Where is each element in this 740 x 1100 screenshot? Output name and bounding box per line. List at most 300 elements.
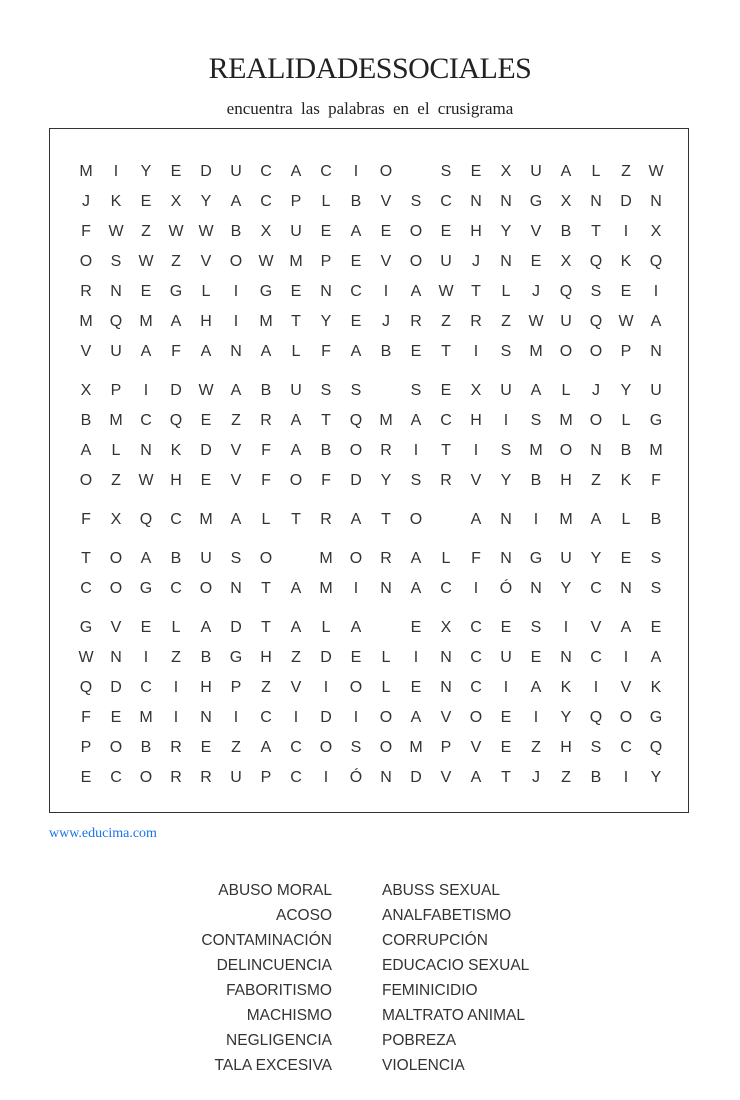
grid-cell: O — [619, 709, 633, 726]
grid-cell: M — [379, 412, 393, 429]
grid-cell: A — [590, 511, 602, 528]
grid-cell: D — [110, 679, 122, 696]
grid-cell: O — [589, 412, 603, 429]
grid-cell: E — [350, 649, 362, 666]
grid-cell: C — [440, 193, 452, 210]
grid-cell: U — [530, 163, 542, 180]
grid-cell: R — [200, 769, 212, 786]
grid-cell: C — [590, 649, 602, 666]
grid-cell: A — [410, 283, 422, 300]
grid-cell: A — [470, 511, 482, 528]
grid-cell: A — [410, 709, 422, 726]
grid-cell: O — [469, 709, 483, 726]
grid-cell: B — [620, 442, 632, 459]
grid-row — [50, 337, 690, 367]
grid-cell: Q — [139, 511, 153, 528]
grid-cell: F — [321, 472, 331, 489]
grid-cell: V — [230, 472, 242, 489]
word-list-item: ANALFABETISMO — [382, 907, 512, 924]
grid-cell: P — [80, 739, 92, 756]
grid-cell: Q — [589, 709, 603, 726]
grid-cell: E — [410, 679, 422, 696]
grid-cell: O — [259, 550, 273, 567]
grid-cell: A — [410, 580, 422, 597]
grid-cell: A — [200, 343, 212, 360]
word-list-item: FABORITISMO — [226, 982, 332, 999]
grid-cell: O — [229, 253, 243, 270]
grid-cell: C — [140, 412, 152, 429]
grid-cell: H — [470, 412, 482, 429]
grid-cell: I — [653, 283, 659, 300]
grid-cell: A — [410, 412, 422, 429]
grid-cell: Z — [231, 412, 241, 429]
grid-cell: Y — [500, 223, 512, 240]
grid-cell: J — [532, 283, 540, 300]
grid-cell: L — [621, 412, 631, 429]
grid-cell: J — [382, 313, 390, 330]
grid-cell: L — [381, 649, 391, 666]
grid-cell: O — [139, 769, 153, 786]
grid-cell: L — [591, 163, 601, 180]
grid-cell: U — [290, 382, 302, 399]
grid-row — [50, 544, 690, 574]
grid-cell: T — [261, 619, 271, 636]
grid-cell: X — [560, 253, 572, 270]
grid-cell: X — [500, 163, 512, 180]
word-list-item: VIOLENCIA — [382, 1057, 465, 1074]
grid-cell: D — [320, 649, 332, 666]
grid-cell: S — [530, 412, 542, 429]
grid-cell: U — [230, 769, 242, 786]
word-list-item: ACOSO — [276, 907, 332, 924]
grid-row — [50, 466, 690, 496]
grid-cell: O — [109, 550, 123, 567]
grid-cell: P — [290, 193, 302, 210]
grid-cell: S — [350, 739, 362, 756]
grid-cell: E — [80, 769, 92, 786]
grid-cell: E — [530, 649, 542, 666]
grid-cell: R — [380, 550, 392, 567]
grid-cell: G — [169, 283, 183, 300]
grid-cell: N — [230, 580, 242, 597]
grid-cell: L — [261, 511, 271, 528]
grid-cell: S — [110, 253, 122, 270]
grid-cell: R — [320, 511, 332, 528]
grid-cell: V — [80, 343, 92, 360]
grid-cell: E — [200, 412, 212, 429]
grid-cell: U — [230, 163, 242, 180]
grid-cell: B — [530, 472, 542, 489]
grid-cell: Z — [111, 472, 121, 489]
grid-row — [50, 277, 690, 307]
grid-cell: E — [410, 619, 422, 636]
grid-cell: G — [259, 283, 273, 300]
grid-cell: G — [229, 649, 243, 666]
grid-cell: P — [440, 739, 452, 756]
grid-cell: I — [563, 619, 569, 636]
grid-cell: C — [350, 283, 362, 300]
grid-cell: F — [471, 550, 481, 567]
grid-cell: Q — [649, 739, 663, 756]
grid-cell: F — [321, 343, 331, 360]
grid-cell: C — [590, 580, 602, 597]
grid-cell: V — [380, 253, 392, 270]
grid-cell: G — [139, 580, 153, 597]
grid-cell: B — [230, 223, 242, 240]
grid-cell: C — [290, 739, 302, 756]
grid-cell: U — [110, 343, 122, 360]
grid-cell: A — [230, 511, 242, 528]
grid-cell: K — [620, 472, 632, 489]
grid-cell: C — [470, 649, 482, 666]
grid-cell: Z — [591, 472, 601, 489]
grid-cell: R — [170, 769, 182, 786]
grid-cell: A — [170, 313, 182, 330]
grid-cell: M — [199, 511, 213, 528]
grid-cell: D — [170, 382, 182, 399]
grid-row — [50, 505, 690, 535]
grid-cell: S — [650, 550, 662, 567]
grid-cell: I — [473, 343, 479, 360]
grid-cell: J — [592, 382, 600, 399]
grid-cell: U — [290, 223, 302, 240]
grid-cell: A — [350, 223, 362, 240]
grid-cell: I — [623, 649, 629, 666]
grid-cell: E — [470, 163, 482, 180]
grid-cell: M — [319, 550, 333, 567]
grid-cell: Ó — [499, 580, 513, 597]
grid-cell: C — [170, 580, 182, 597]
grid-cell: M — [559, 412, 573, 429]
word-list-item: ABUSS SEXUAL — [382, 882, 501, 899]
grid-cell: B — [140, 739, 152, 756]
grid-cell: X — [650, 223, 662, 240]
grid-cell: H — [560, 739, 572, 756]
grid-cell: I — [143, 382, 149, 399]
grid-cell: V — [440, 709, 452, 726]
grid-cell: Y — [560, 580, 572, 597]
grid-cell: S — [410, 382, 422, 399]
grid-cell: E — [440, 223, 452, 240]
grid-cell: N — [650, 193, 662, 210]
grid-cell: S — [500, 442, 512, 459]
grid-cell: K — [620, 253, 632, 270]
grid-cell: V — [470, 739, 482, 756]
grid-cell: D — [200, 163, 212, 180]
grid-cell: X — [170, 193, 182, 210]
grid-cell: A — [290, 442, 302, 459]
grid-cell: I — [503, 412, 509, 429]
grid-cell: N — [320, 283, 332, 300]
grid-cell: I — [353, 709, 359, 726]
grid-cell: E — [620, 550, 632, 567]
grid-cell: Q — [169, 412, 183, 429]
grid-cell: L — [321, 619, 331, 636]
grid-cell: S — [590, 739, 602, 756]
grid-cell: T — [591, 223, 601, 240]
grid-cell: M — [559, 511, 573, 528]
grid-cell: Q — [559, 283, 573, 300]
grid-cell: V — [620, 679, 632, 696]
grid-cell — [371, 376, 401, 406]
grid-cell: A — [260, 343, 272, 360]
grid-cell: A — [620, 619, 632, 636]
word-list-item: MACHISMO — [246, 1007, 332, 1024]
grid-cell: F — [171, 343, 181, 360]
word-list-item: DELINCUENCIA — [216, 957, 332, 974]
grid-cell: H — [560, 472, 572, 489]
grid-cell: O — [379, 739, 393, 756]
grid-cell: B — [590, 769, 602, 786]
grid-cell: N — [560, 649, 572, 666]
grid-cell: D — [350, 472, 362, 489]
grid-cell: N — [500, 193, 512, 210]
grid-cell: Z — [531, 739, 541, 756]
grid-cell: Z — [171, 253, 181, 270]
grid-cell: I — [383, 283, 389, 300]
grid-cell: B — [650, 511, 662, 528]
grid-cell: T — [471, 283, 481, 300]
grid-cell: C — [470, 679, 482, 696]
grid-cell: V — [110, 619, 122, 636]
grid-cell: E — [350, 313, 362, 330]
grid-cell: P — [230, 679, 242, 696]
grid-cell: P — [110, 382, 122, 399]
grid-row — [50, 643, 690, 673]
grid-cell: Y — [320, 313, 332, 330]
grid-cell: C — [260, 709, 272, 726]
grid-cell: W — [528, 313, 544, 330]
grid-cell: I — [173, 709, 179, 726]
grid-cell: E — [380, 223, 392, 240]
grid-cell: S — [590, 283, 602, 300]
grid-cell: F — [81, 709, 91, 726]
grid-cell: L — [171, 619, 181, 636]
grid-cell: Y — [620, 382, 632, 399]
grid-cell: D — [620, 193, 632, 210]
grid-cell: I — [413, 649, 419, 666]
grid-cell: E — [170, 163, 182, 180]
grid-cell: I — [353, 163, 359, 180]
word-search-grid — [49, 128, 689, 813]
grid-cell: X — [110, 511, 122, 528]
grid-cell: S — [410, 472, 422, 489]
grid-cell: M — [259, 313, 273, 330]
grid-cell: E — [440, 382, 452, 399]
grid-cell — [371, 613, 401, 643]
grid-cell: N — [530, 580, 542, 597]
grid-cell: H — [200, 679, 212, 696]
grid-cell: B — [200, 649, 212, 666]
grid-cell: N — [440, 649, 452, 666]
grid-cell: A — [470, 769, 482, 786]
grid-cell: N — [380, 580, 392, 597]
grid-cell: G — [529, 193, 543, 210]
grid-cell: M — [139, 709, 153, 726]
grid-cell: I — [503, 679, 509, 696]
grid-cell: I — [593, 679, 599, 696]
grid-cell: K — [170, 442, 182, 459]
grid-cell: A — [290, 412, 302, 429]
grid-cell: K — [560, 679, 572, 696]
grid-cell: I — [533, 709, 539, 726]
grid-cell: O — [559, 343, 573, 360]
word-list-item: MALTRATO ANIMAL — [382, 1007, 525, 1024]
grid-cell: O — [319, 739, 333, 756]
word-list-item: FEMINICIDIO — [382, 982, 478, 999]
grid-cell: T — [321, 412, 331, 429]
grid-cell: F — [651, 472, 661, 489]
grid-cell: E — [410, 343, 422, 360]
grid-cell: K — [110, 193, 122, 210]
word-list-item: ABUSO MORAL — [218, 882, 332, 899]
grid-cell: S — [650, 580, 662, 597]
grid-cell: W — [648, 163, 664, 180]
grid-cell: I — [533, 511, 539, 528]
grid-cell: A — [140, 343, 152, 360]
grid-cell: L — [321, 193, 331, 210]
grid-cell: B — [560, 223, 572, 240]
grid-cell: A — [410, 550, 422, 567]
grid-cell: Y — [560, 709, 572, 726]
grid-cell: E — [320, 223, 332, 240]
grid-cell: L — [621, 511, 631, 528]
grid-cell: T — [81, 550, 91, 567]
grid-cell: M — [319, 580, 333, 597]
grid-cell: C — [440, 580, 452, 597]
grid-cell: R — [470, 313, 482, 330]
grid-cell: H — [200, 313, 212, 330]
grid-cell: W — [138, 253, 154, 270]
grid-cell: E — [620, 283, 632, 300]
grid-row — [50, 763, 690, 793]
grid-cell: G — [649, 709, 663, 726]
grid-cell: M — [529, 343, 543, 360]
grid-cell: T — [381, 511, 391, 528]
grid-cell: N — [140, 442, 152, 459]
grid-cell: W — [198, 223, 214, 240]
word-list-left-column — [150, 878, 332, 1078]
grid-row — [50, 217, 690, 247]
grid-cell: E — [140, 283, 152, 300]
grid-cell: N — [380, 769, 392, 786]
grid-cell: T — [441, 442, 451, 459]
grid-cell: C — [260, 193, 272, 210]
grid-cell: I — [473, 580, 479, 597]
grid-cell: A — [290, 619, 302, 636]
grid-cell: X — [440, 619, 452, 636]
grid-cell: Z — [141, 223, 151, 240]
grid-cell: I — [353, 580, 359, 597]
grid-cell: Q — [589, 253, 603, 270]
grid-cell: P — [620, 343, 632, 360]
grid-cell: N — [110, 283, 122, 300]
grid-row — [50, 376, 690, 406]
grid-cell: C — [440, 412, 452, 429]
grid-cell: F — [261, 442, 271, 459]
grid-cell: F — [81, 223, 91, 240]
grid-cell: A — [80, 442, 92, 459]
grid-cell: Z — [231, 739, 241, 756]
grid-cell: B — [80, 412, 92, 429]
grid-cell: N — [500, 253, 512, 270]
grid-cell: O — [289, 472, 303, 489]
grid-cell: Y — [200, 193, 212, 210]
grid-cell: L — [381, 679, 391, 696]
grid-cell: I — [623, 769, 629, 786]
grid-cell: V — [590, 619, 602, 636]
grid-cell: B — [350, 193, 362, 210]
grid-cell: A — [290, 580, 302, 597]
grid-cell: N — [110, 649, 122, 666]
grid-cell: I — [293, 709, 299, 726]
grid-cell: L — [291, 343, 301, 360]
grid-cell: R — [410, 313, 422, 330]
grid-cell: L — [201, 283, 211, 300]
grid-cell: E — [290, 283, 302, 300]
grid-cell: H — [170, 472, 182, 489]
grid-cell: I — [623, 223, 629, 240]
grid-cell: F — [81, 511, 91, 528]
grid-cell: E — [350, 253, 362, 270]
grid-cell: C — [110, 769, 122, 786]
grid-cell: E — [650, 619, 662, 636]
grid-cell: O — [589, 343, 603, 360]
grid-cell: O — [349, 442, 363, 459]
grid-cell: O — [349, 679, 363, 696]
grid-row — [50, 436, 690, 466]
grid-row — [50, 406, 690, 436]
grid-row — [50, 613, 690, 643]
grid-row — [50, 673, 690, 703]
grid-cell: E — [200, 472, 212, 489]
grid-cell: A — [230, 382, 242, 399]
grid-cell: I — [173, 679, 179, 696]
word-list-item: CONTAMINACIÓN — [201, 932, 332, 949]
grid-cell: B — [170, 550, 182, 567]
grid-cell: C — [170, 511, 182, 528]
grid-row — [50, 247, 690, 277]
grid-cell: S — [440, 163, 452, 180]
grid-cell: N — [590, 193, 602, 210]
word-list-item: TALA EXCESIVA — [214, 1057, 332, 1074]
grid-cell: M — [409, 739, 423, 756]
grid-cell: H — [260, 649, 272, 666]
grid-cell: C — [620, 739, 632, 756]
source-link[interactable]: www.educima.com — [49, 826, 157, 841]
grid-cell: M — [289, 253, 303, 270]
grid-cell: C — [140, 679, 152, 696]
grid-cell: Q — [349, 412, 363, 429]
grid-cell: E — [110, 709, 122, 726]
grid-cell: L — [441, 550, 451, 567]
grid-row — [50, 157, 690, 187]
grid-cell: O — [409, 511, 423, 528]
grid-cell: A — [530, 679, 542, 696]
grid-cell: M — [649, 442, 663, 459]
grid-cell: X — [470, 382, 482, 399]
grid-cell: Y — [380, 472, 392, 489]
grid-cell: E — [200, 739, 212, 756]
grid-cell: Y — [650, 769, 662, 786]
grid-cell: L — [561, 382, 571, 399]
grid-cell: A — [260, 739, 272, 756]
grid-cell: Q — [79, 679, 93, 696]
grid-cell: C — [80, 580, 92, 597]
grid-cell: I — [233, 709, 239, 726]
grid-cell: O — [409, 253, 423, 270]
grid-cell: R — [80, 283, 92, 300]
